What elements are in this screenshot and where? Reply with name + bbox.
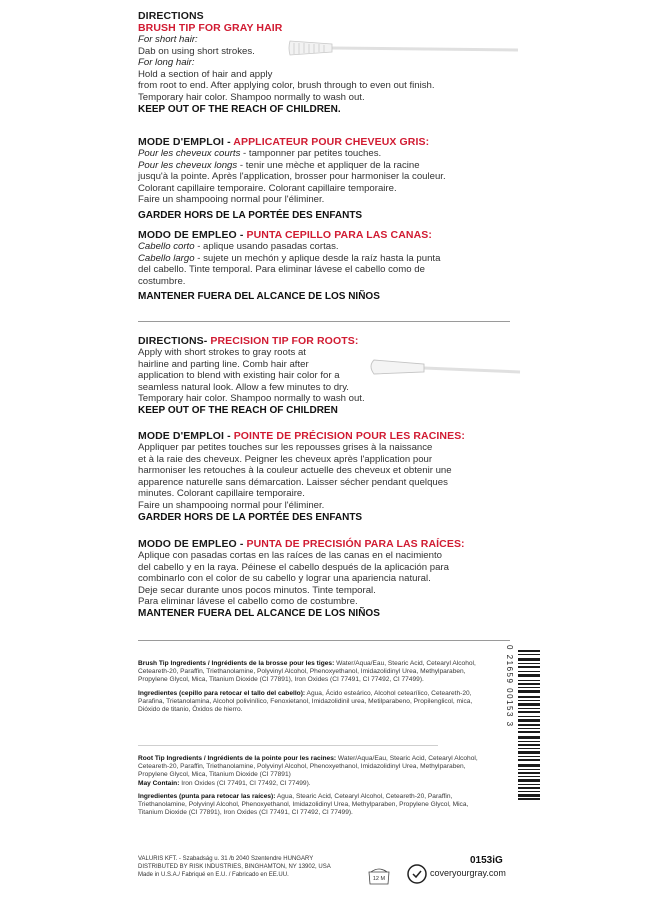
fr-heading: MODE D'EMPLOI - <box>138 430 234 442</box>
ingredients-label: Ingredientes (cepillo para retocar el tallo del cabello): <box>138 689 306 697</box>
es-warning-text: MANTENER FUERA DEL ALCANCE DE LOS NIÑOS <box>138 291 380 303</box>
es-text: del cabello y en la raya. Péinese el cabello después de la aplicación para <box>138 561 449 573</box>
warning-text: KEEP OUT OF THE REACH OF CHILDREN <box>138 404 338 416</box>
distributor-info <box>138 855 358 879</box>
fr-text: et à la raie des cheveux. Peigner les cheveux après l'application pour <box>138 453 433 465</box>
footer-line: Made in U.S.A./ Fabriqué en E.U. / Fabricado en EE.UU. <box>138 872 289 878</box>
section-divider <box>138 640 510 641</box>
short-hair-text: Dab on using short strokes. <box>138 45 255 57</box>
es-text: combinarlo con el color de su cabello y lograr una apariencia natural. <box>138 573 431 585</box>
brush-directions-french <box>138 136 518 222</box>
product-code: 0153iG <box>470 855 503 866</box>
fr-warning-text: GARDER HORS DE LA PORTÉE DES ENFANTS <box>138 209 363 221</box>
period-after-opening-label: 12 M <box>372 876 386 882</box>
recycle-icon <box>405 862 429 886</box>
es-long-label: Cabello largo <box>138 252 195 264</box>
barcode-digits: 0 21659 00153 3 <box>505 645 514 728</box>
directions-heading: DIRECTIONS- <box>138 335 211 347</box>
fr-text: Faire un shampooing normal pour l'éliminer. <box>138 499 325 511</box>
footer-line: VALURIS KFT. - Szabadság u. 31 /b 2040 Szentendre HUNGARY <box>138 856 314 862</box>
fr-heading: MODE D'EMPLOI - <box>138 136 234 148</box>
fr-text: harmoniser les retouches à la couleur actuelle des cheveux et obtenir une <box>138 465 452 477</box>
long-hair-label: For long hair: <box>138 57 195 69</box>
ingredients-text: Water/Aqua/Eau, Stearic Acid, Cetearyl Alcohol, Ceteareth-20, Paraffin, Triethanolamine, Polyvinyl Alcohol, Phenoxyethanol, Imidazolidinyl Urea, Methylparaben, Propylene Glycol, Mica, Titanium Dioxide (CI 77891), Iron Oxides (CI 77491, CI 77492, CI 77499). <box>138 660 476 684</box>
ingredients-label: Root Tip Ingredients / Ingrédients de la pointe pour les racines: <box>138 755 337 762</box>
root-ingredients <box>138 755 488 817</box>
brush-applicator-icon <box>286 24 520 70</box>
precision-text: hairline and parting line. Comb hair after <box>138 358 309 370</box>
precision-tip-subheading: PRECISION TIP FOR ROOTS: <box>210 335 359 347</box>
fr-text: apparence naturelle sans démarcation. Laisser sécher pendant quelques <box>138 476 448 488</box>
es-subheading: PUNTA DE PRECISIÓN PARA LAS RAÍCES: <box>246 538 465 550</box>
precision-text: Apply with short strokes to gray roots at <box>138 347 306 358</box>
fr-text: jusqu'à la pointe. Après l'application, brosser pour harmoniser la couleur. <box>138 171 446 183</box>
fr-text: Appliquer par petites touches sur les repousses grises à la naissance <box>138 442 433 453</box>
footer-line: DISTRIBUTED BY RISK INDUSTRIES, BINGHAMTON, NY 13902, USA <box>138 864 331 870</box>
directions-heading: DIRECTIONS <box>138 10 204 22</box>
precision-text: application to blend with existing hair color for a <box>138 370 340 382</box>
es-subheading: PUNTA CEPILLO PARA LAS CANAS: <box>246 229 432 241</box>
fr-text: minutes. Colorant capillaire temporaire. <box>138 488 305 500</box>
es-text: Deje secar durante unos pocos minutos. Tinte temporal. <box>138 584 376 596</box>
long-hair-text: Hold a section of hair and apply <box>138 68 273 80</box>
ingredients-label: Ingredientes (punta para retocar las raíces): <box>138 792 276 800</box>
brush-ingredients <box>138 660 488 714</box>
may-contain-text: Iron Oxides (CI 77491, CI 77492, CI 77499). <box>179 779 311 787</box>
fr-subheading: POINTE DE PRÉCISION POUR LES RACINES: <box>233 430 465 442</box>
fr-long-text: - tenir une mèche et appliquer de la racine <box>237 159 420 171</box>
es-short-label: Cabello corto <box>138 241 195 252</box>
fr-short-label: Pour les cheveux courts <box>138 148 241 159</box>
ingredients-text: Water/Aqua/Eau, Stearic Acid, Cetearyl Alcohol, Ceteareth-20, Paraffin, Triethanolamine, Polyvinyl Alcohol, Phenoxyethanol, Imidazolidinyl Urea, Methylparaben, Propylene Glycol, Mica, Titanium Dioxide (CI 77891) <box>138 755 478 779</box>
brush-tip-subheading: BRUSH TIP FOR GRAY HAIR <box>138 22 283 34</box>
fr-text: Colorant capillaire temporaire. Colorant capillaire temporaire. <box>138 182 397 194</box>
long-hair-text: from root to end. After applying color, brush through to even out finish. <box>138 80 435 92</box>
fr-subheading: APPLICATEUR POUR CHEVEUX GRIS: <box>233 136 430 148</box>
es-text: costumbre. <box>138 275 186 287</box>
long-hair-text: Temporary hair color. Shampoo normally to wash out. <box>138 91 365 103</box>
precision-text: Temporary hair color. Shampoo normally to wash out. <box>138 393 365 405</box>
es-text: Para eliminar lávese el cabello como de costumbre. <box>138 596 358 608</box>
may-contain-label: May Contain: <box>138 779 180 787</box>
es-heading: MODO DE EMPLEO - <box>138 229 247 241</box>
warning-text: KEEP OUT OF THE REACH OF CHILDREN. <box>138 103 341 115</box>
brush-directions-spanish <box>138 229 518 303</box>
ingredients-text: Agua, Stearic Acid, Cetearyl Alcohol, Ceteareth-20, Paraffin, Triethanolamine, Polyvinyl Alcohol, Phenoxyethanol, Imidazolidinyl Urea, Methylparaben, Propylene Glycol, Mica, Titanium Dioxide (CI 77891), Iron Oxides (CI 77491, CI 77492, CI 77499). <box>138 792 469 817</box>
es-text: Aplique con pasadas cortas en las raíces de las canas en el nacimiento <box>138 550 442 561</box>
es-short-text: - aplique usando pasadas cortas. <box>194 241 339 252</box>
precision-directions-french <box>138 430 518 524</box>
barcode-icon <box>518 650 540 800</box>
es-warning-text: MANTENER FUERA DEL ALCANCE DE LOS NIÑOS <box>138 607 380 619</box>
fr-warning-text: GARDER HORS DE LA PORTÉE DES ENFANTS <box>138 511 363 523</box>
fr-long-label: Pour les cheveux longs <box>138 159 238 171</box>
es-long-text: - sujete un mechón y aplique desde la raíz hasta la punta <box>194 252 441 264</box>
short-hair-label: For short hair: <box>138 34 198 45</box>
website-text: coveryourgray.com <box>430 868 506 878</box>
ingredients-divider <box>138 745 438 746</box>
section-divider <box>138 321 510 322</box>
fr-short-text: - tamponner par petites touches. <box>240 148 382 159</box>
es-text: del cabello. Tinte temporal. Para eliminar lávese el cabello como de <box>138 264 425 276</box>
precision-text: seamless natural look. Allow a few minutes to dry. <box>138 381 349 393</box>
es-heading: MODO DE EMPLEO - <box>138 538 247 550</box>
fr-text: Faire un shampooing normal pour l'éliminer. <box>138 194 325 206</box>
ingredients-text: Agua, Ácido esteárico, Alcohol cetearílico, Ceteareth-20, Parafina, Trietanolamina, Alcohol polivinílico, Fenoxietanol, Imidazolidinil urea, Metilparabeno, Propilenglicol, mica, Dióxido de titanio, Óxidos de hierro. <box>138 689 473 714</box>
precision-applicator-icon <box>368 350 522 384</box>
precision-directions-spanish <box>138 538 518 620</box>
ingredients-label: Brush Tip Ingredients / Ingrédients de la brosse pour les tiges: <box>138 660 335 667</box>
